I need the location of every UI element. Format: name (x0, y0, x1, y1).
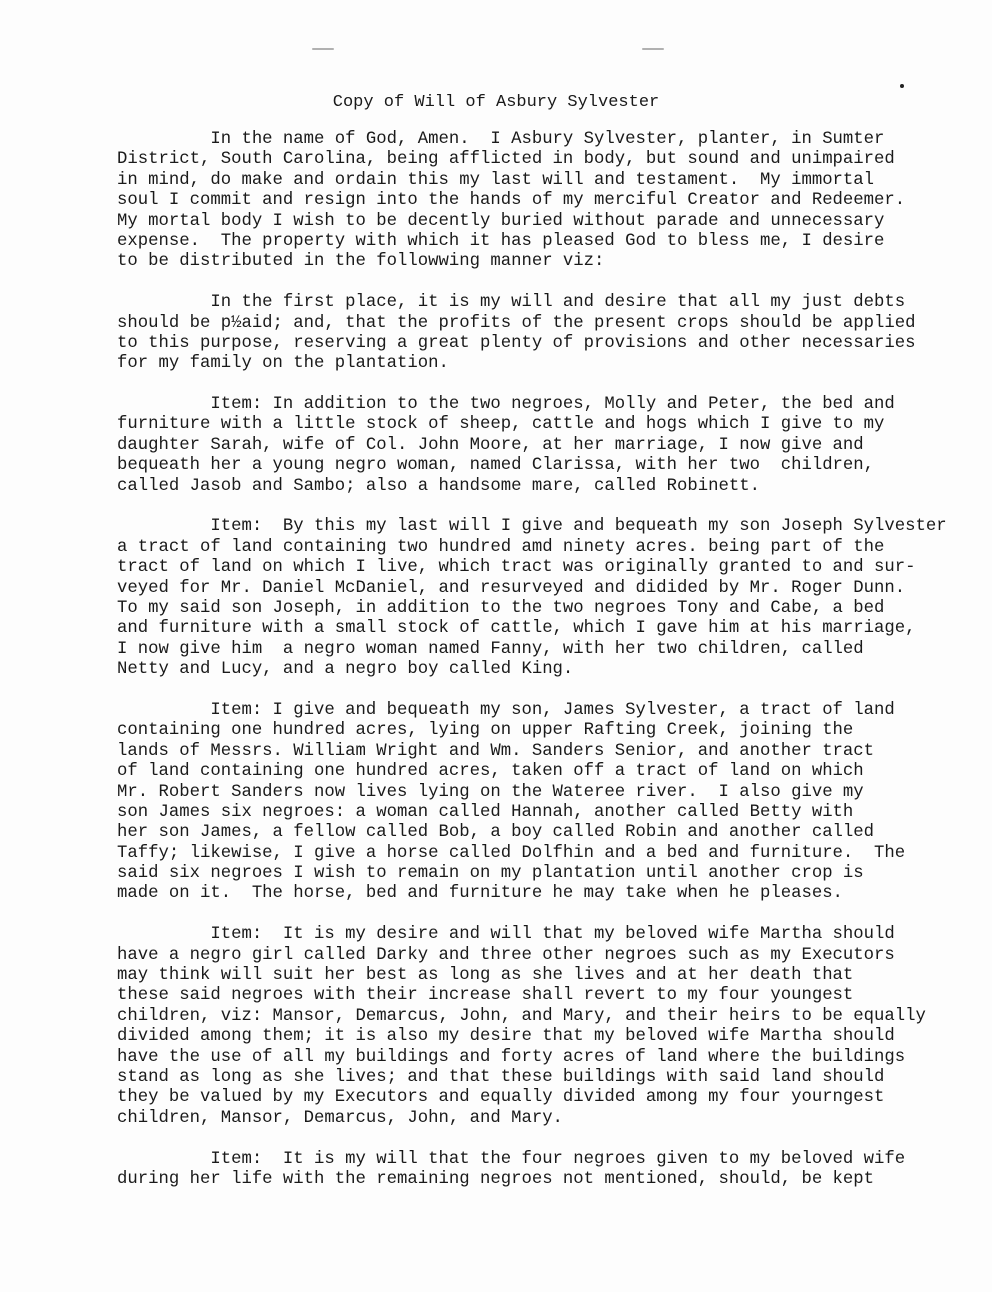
text-line: furniture with a little stock of sheep, cattle and hogs which I give to my (117, 415, 885, 435)
text-line: her son James, a fellow called Bob, a boy called Robin and another called (117, 823, 875, 843)
text-line: son James six negroes: a woman called Hannah, another called Betty with (117, 802, 854, 822)
text-line: Item: It is my desire and will that my beloved wife Martha should (117, 925, 895, 945)
text-line: My mortal body I wish to be decently buried without parade and unnecessary (117, 211, 885, 231)
text-line: I now give him a negro woman named Fanny, with her two children, called (117, 639, 864, 659)
text-line: in mind, do make and ordain this my last will and testament. My immortal (117, 170, 875, 190)
text-line: they be valued by my Executors and equally divided among my four yourngest (117, 1088, 885, 1108)
text-line: have the use of all my buildings and forty acres of land where the buildings (117, 1047, 906, 1067)
text-line: District, South Carolina, being afflicted in body, but sound and unimpaired (117, 150, 895, 170)
document-body (117, 130, 947, 1211)
paragraph (117, 517, 947, 680)
paragraph (117, 293, 917, 375)
text-line: expense. The property with which it has pleased God to bless me, I desire (117, 231, 885, 251)
text-line: made on it. The horse, bed and furniture he may take when he pleases. (117, 884, 843, 904)
text-line: bequeath her a young negro woman, named Clarissa, with her two children, (117, 456, 875, 476)
text-line: and furniture with a small stock of cattle, which I gave him at his marriage, (117, 619, 916, 639)
text-line: a tract of land containing two hundred amd ninety acres. being part of the (117, 537, 885, 557)
text-line: to be distributed in the followwing manner viz: (117, 252, 605, 272)
scan-mark (312, 48, 334, 50)
text-line: Item: I give and bequeath my son, James Sylvester, a tract of land (117, 700, 895, 720)
text-line: In the first place, it is my will and desire that all my just debts (117, 293, 906, 313)
text-line: during her life with the remaining negroes not mentioned, should, be kept (117, 1169, 875, 1189)
text-line: these said negroes with their increase shall revert to my four youngest (117, 986, 854, 1006)
text-line: to this purpose, reserving a great plenty of provisions and other necessaries (117, 333, 916, 353)
scan-dot (900, 84, 904, 88)
text-line: should be p½aid; and, that the profits of the present crops should be applied (117, 313, 916, 333)
paragraph (117, 925, 926, 1129)
text-line: Mr. Robert Sanders now lives lying on the Wateree river. I also give my (117, 782, 864, 802)
text-line: of land containing one hundred acres, taken off a tract of land on which (117, 762, 864, 782)
text-line: children, viz: Mansor, Demarcus, John, and Mary, and their heirs to be equally (117, 1006, 926, 1026)
text-line: stand as long as she lives; and that these buildings with said land should (117, 1067, 885, 1087)
paragraph (117, 1150, 917, 1191)
text-line: have a negro girl called Darky and three other negroes such as my Executors (117, 945, 895, 965)
text-line: for my family on the plantation. (117, 354, 449, 374)
text-line: children, Mansor, Demarcus, John, and Mary. (117, 1108, 563, 1128)
text-line: Netty and Lucy, and a negro boy called King. (117, 660, 574, 680)
text-line: tract of land on which I live, which tract was originally granted to and sur- (117, 558, 916, 578)
text-line: veyed for Mr. Daniel McDaniel, and resurveyed and didided by Mr. Roger Dunn. (117, 578, 906, 598)
text-line: In the name of God, Amen. I Asbury Sylvester, planter, in Sumter (117, 130, 885, 149)
text-line: called Jasob and Sambo; also a handsome mare, called Robinett. (117, 476, 760, 496)
text-line: may think will suit her best as long as she lives and at her death that (117, 966, 854, 986)
text-line: soul I commit and resign into the hands of my merciful Creator and Redeemer. (117, 191, 906, 211)
paragraph (117, 701, 917, 905)
text-line: lands of Messrs. William Wright and Wm. Sanders Senior, and another tract (117, 741, 875, 761)
text-line: Item: It is my will that the four negroes given to my beloved wife (117, 1149, 906, 1169)
text-line: divided among them; it is also my desire that my beloved wife Martha should (117, 1027, 895, 1047)
scan-mark (642, 48, 664, 50)
text-line: To my said son Joseph, in addition to the two negroes Tony and Cabe, a bed (117, 598, 885, 618)
text-line: Item: In addition to the two negroes, Molly and Peter, the bed and (117, 395, 895, 415)
text-line: said six negroes I wish to remain on my plantation until another crop is (117, 864, 864, 884)
paragraph (117, 395, 917, 497)
text-line: daughter Sarah, wife of Col. John Moore, at her marriage, I now give and (117, 435, 864, 455)
document-title: Copy of Will of Asbury Sylvester (332, 93, 660, 112)
text-line: Item: By this my last will I give and bequeath my son Joseph Sylvester (117, 517, 947, 537)
paragraph (117, 130, 917, 273)
text-line: containing one hundred acres, lying on upper Rafting Creek, joining the (117, 721, 854, 741)
text-line: Taffy; likewise, I give a horse called Dolfhin and a bed and furniture. The (117, 843, 906, 863)
